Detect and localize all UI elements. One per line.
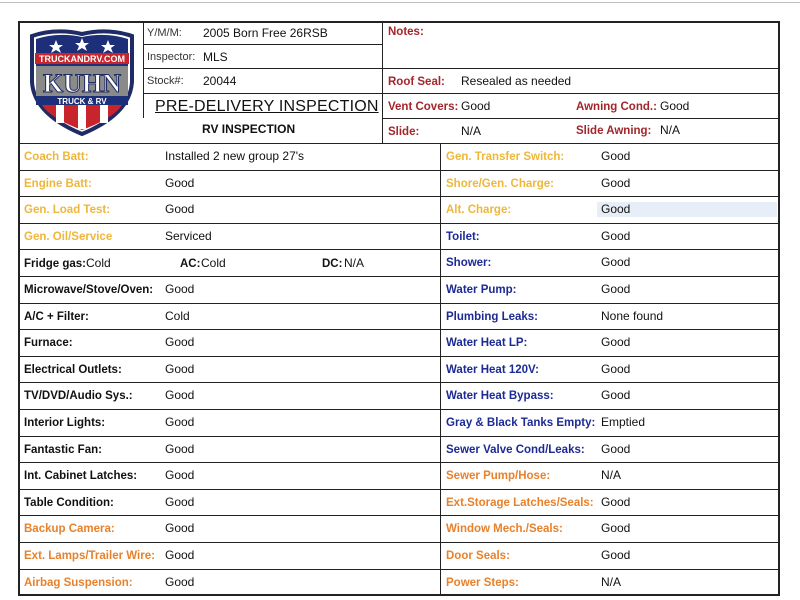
logo-site-text: TRUCKANDRV.COM: [38, 54, 126, 64]
right-row-label: Water Pump:: [446, 284, 517, 296]
slide-value: N/A: [461, 124, 482, 138]
row-rule: [18, 489, 780, 490]
row-rule: [18, 595, 780, 596]
header-rule: [143, 93, 383, 94]
fridge-gas-label: Fridge gas:: [24, 258, 86, 270]
header-rule: [143, 68, 383, 69]
form-title: PRE-DELIVERY INSPECTION: [155, 98, 379, 115]
right-row-label: Window Mech./Seals:: [446, 523, 563, 535]
right-row-label: Water Heat Bypass:: [446, 390, 554, 402]
stock-value: 20044: [203, 74, 237, 88]
logo-tagline-text: TRUCK & RV: [57, 97, 107, 106]
row-rule: [18, 196, 780, 197]
left-row-label: A/C + Filter:: [24, 311, 89, 323]
form-subtitle: RV INSPECTION: [202, 122, 296, 136]
left-row-label: Gen. Oil/Service: [24, 231, 113, 243]
row-rule: [18, 409, 780, 410]
slide-label: Slide:: [388, 126, 420, 138]
left-row-label: Backup Camera:: [24, 523, 115, 535]
left-row-value: Good: [165, 388, 195, 402]
left-row-label: Int. Cabinet Latches:: [24, 470, 138, 482]
right-row-label: Door Seals:: [446, 550, 510, 562]
left-row-label: Interior Lights:: [24, 417, 106, 429]
right-row-value: Good: [601, 442, 631, 456]
left-row-value: Good: [165, 468, 195, 482]
row-rule: [18, 436, 780, 437]
left-row-value: Installed 2 new group 27's: [165, 149, 305, 163]
header-rule: [383, 93, 780, 94]
right-row-value: None found: [601, 309, 664, 323]
right-row-label: Shore/Gen. Charge:: [446, 178, 554, 190]
right-row-value: Good: [601, 282, 631, 296]
left-row-label: Fantastic Fan:: [24, 444, 102, 456]
inspector-value: MLS: [203, 50, 228, 64]
roof-seal-label: Roof Seal:: [388, 76, 445, 88]
right-row-label: Power Steps:: [446, 577, 519, 589]
slide-awning-label: Slide Awning:: [576, 125, 652, 137]
left-row-label: Engine Batt:: [24, 178, 92, 190]
header-rule: [18, 143, 780, 144]
header-rule: [383, 118, 780, 119]
right-row-label: Water Heat LP:: [446, 337, 528, 349]
stock-label: Stock#:: [147, 75, 184, 87]
left-row-label: Furnace:: [24, 337, 73, 349]
right-row-value: Good: [601, 495, 631, 509]
right-row-value: Good: [601, 362, 631, 376]
right-row-value: Good: [601, 229, 631, 243]
right-row-label: Gray & Black Tanks Empty:: [446, 417, 596, 429]
row-rule: [18, 569, 780, 570]
notes-label: Notes:: [388, 26, 424, 38]
inspector-label: Inspector:: [147, 51, 196, 63]
logo-brand-text: KUHN: [43, 69, 121, 98]
right-row-value: Good: [601, 335, 631, 349]
vent-covers-label: Vent Covers:: [388, 101, 459, 113]
right-row-label: Toilet:: [446, 231, 480, 243]
row-rule: [18, 515, 780, 516]
row-rule: [18, 356, 780, 357]
fridge-ac-value: Cold: [201, 256, 226, 270]
slide-awning-value: N/A: [660, 123, 681, 137]
right-row-value: N/A: [601, 575, 622, 589]
fridge-dc-value: N/A: [344, 256, 365, 270]
right-row-value: Good: [601, 521, 631, 535]
right-row-value: Good: [601, 255, 631, 269]
left-row-value: Serviced: [165, 229, 212, 243]
left-row-label: Coach Batt:: [24, 151, 89, 163]
left-row-value: Good: [165, 362, 195, 376]
left-row-value: Good: [165, 202, 195, 216]
awning-cond-value: Good: [660, 99, 690, 113]
right-row-label: Gen. Transfer Switch:: [446, 151, 565, 163]
kuhn-logo: [26, 26, 138, 138]
left-row-value: Cold: [165, 309, 190, 323]
row-rule: [18, 303, 780, 304]
row-rule: [18, 249, 780, 250]
left-row-label: TV/DVD/Audio Sys.:: [24, 390, 133, 402]
left-row-value: Good: [165, 548, 195, 562]
right-row-label: Plumbing Leaks:: [446, 311, 539, 323]
right-row-value: Good: [601, 548, 631, 562]
left-row-value: Good: [165, 575, 195, 589]
left-row-value: Good: [165, 176, 195, 190]
row-rule: [18, 276, 780, 277]
right-row-label: Shower:: [446, 257, 492, 269]
right-row-label: Sewer Valve Cond/Leaks:: [446, 444, 585, 456]
left-row-label: Table Condition:: [24, 497, 114, 509]
top-rule: [0, 2, 800, 3]
header-rule: [383, 68, 780, 69]
row-rule: [18, 223, 780, 224]
right-row-label: Water Heat 120V:: [446, 364, 539, 376]
ymm-label: Y/M/M:: [147, 27, 182, 39]
row-rule: [18, 329, 780, 330]
left-row-value: Good: [165, 335, 195, 349]
right-row-value: N/A: [601, 468, 622, 482]
left-row-value: Good: [165, 415, 195, 429]
row-rule: [18, 462, 780, 463]
row-rule: [18, 170, 780, 171]
header-rule: [143, 44, 383, 45]
fridge-gas-value: Cold: [86, 256, 111, 270]
right-row-label: Alt. Charge:: [446, 204, 512, 216]
left-row-label: Gen. Load Test:: [24, 204, 111, 216]
right-row-value: Good: [601, 149, 631, 163]
ymm-value: 2005 Born Free 26RSB: [203, 26, 328, 40]
left-row-value: Good: [165, 495, 195, 509]
right-row-value: Good: [601, 202, 631, 216]
right-row-label: Sewer Pump/Hose:: [446, 470, 551, 482]
left-row-value: Good: [165, 442, 195, 456]
right-row-label: Ext.Storage Latches/Seals:: [446, 497, 594, 509]
header-divider: [143, 22, 144, 118]
left-row-value: Good: [165, 282, 195, 296]
right-row-value: Emptied: [601, 415, 646, 429]
right-row-value: Good: [601, 388, 631, 402]
left-row-label: Airbag Suspension:: [24, 577, 133, 589]
left-row-label: Electrical Outlets:: [24, 364, 122, 376]
fridge-ac-label: AC:: [180, 258, 201, 270]
column-divider: [440, 143, 441, 596]
fridge-dc-label: DC:: [322, 258, 343, 270]
row-rule: [18, 542, 780, 543]
awning-cond-label: Awning Cond.:: [576, 101, 657, 113]
right-row-value: Good: [601, 176, 631, 190]
roof-seal-value: Resealed as needed: [461, 74, 572, 88]
left-row-value: Good: [165, 521, 195, 535]
vent-covers-value: Good: [461, 99, 491, 113]
left-row-label: Ext. Lamps/Trailer Wire:: [24, 550, 155, 562]
header-divider: [382, 22, 383, 144]
left-row-label: Microwave/Stove/Oven:: [24, 284, 154, 296]
row-rule: [18, 382, 780, 383]
